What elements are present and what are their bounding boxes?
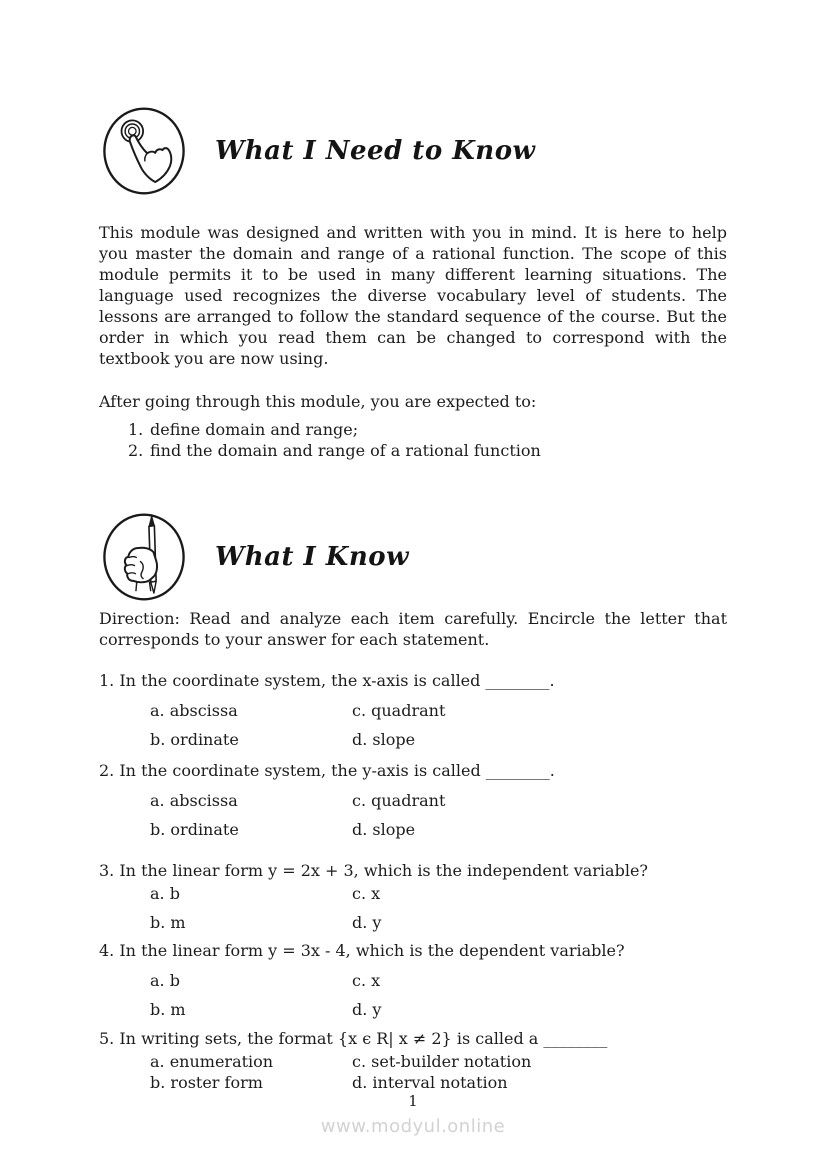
watermark-text: www.modyul.online [320,1116,506,1137]
question-text: 4. In the linear form y = 3x - 4, which is the dependent variable? [99,941,625,960]
option-c: c. quadrant [352,791,446,810]
option-a: a. b [150,884,180,903]
section-title: What I Know [215,542,409,572]
option-d: d. slope [352,730,416,749]
question-text: 5. In writing sets, the format {x ϵ R| x ≠ 2} is called a ________ [99,1029,608,1048]
option-d: d. y [352,913,382,932]
objective-text: define domain and range; [150,420,359,439]
objective-item [99,419,727,440]
section-header-what-i-need-to-know [99,105,727,197]
objective-number: 2. [128,441,144,460]
objectives-list [99,419,727,461]
option-row [99,819,727,840]
option-b: b. m [150,913,186,932]
module-intro-paragraph: This module was designed and written with you in mind. It is here to help you master the domain and range of a rational function. The scope of this module permits it to be used in many different learning situations. The language used recognizes the diverse vocabulary level of students. The lessons are arranged to follow the standard sequence of the course. But the order in which you read them can be changed to correspond with the textbook you are now using. [99,223,727,368]
objectives-intro: After going through this module, you are expected to: [99,392,537,411]
option-c: c. quadrant [352,701,446,720]
objective-number: 1. [128,420,144,439]
objective-text: find the domain and range of a rational function [150,441,541,460]
page-content [0,105,826,1093]
question-3 [99,860,727,933]
option-b: b. ordinate [150,730,239,749]
section-title: What I Need to Know [215,136,536,166]
option-b: b. roster form [150,1073,263,1092]
options [99,700,727,750]
option-c: c. x [352,971,381,990]
option-d: d. y [352,1000,382,1019]
question-2 [99,760,727,840]
touch-press-icon [99,105,189,197]
option-row [99,1051,727,1072]
option-c: c. set-builder notation [352,1052,532,1071]
option-b: b. m [150,1000,186,1019]
option-b: b. ordinate [150,820,239,839]
options [99,1051,727,1093]
option-a: a. abscissa [150,791,238,810]
option-d: d. interval notation [352,1073,508,1092]
option-d: d. slope [352,820,416,839]
question-text: 1. In the coordinate system, the x-axis is called ________. [99,671,555,690]
option-row [99,790,727,811]
hand-holding-pen-icon [99,511,189,603]
objective-item [99,440,727,461]
question-text: 2. In the coordinate system, the y-axis is called ________. [99,761,555,780]
option-row [99,912,727,933]
question-5 [99,1028,727,1093]
option-a: a. enumeration [150,1052,274,1071]
direction-text: Direction: Read and analyze each item carefully. Encircle the letter that corresponds to your answer for each statement. [99,609,727,649]
page-number: 1 [408,1092,418,1110]
option-row [99,883,727,904]
option-row [99,729,727,750]
question-1 [99,670,727,750]
option-row [99,999,727,1020]
option-row [99,700,727,721]
options [99,883,727,933]
question-4 [99,940,727,1020]
options [99,970,727,1020]
question-text: 3. In the linear form y = 2x + 3, which is the independent variable? [99,861,648,880]
option-row [99,1072,727,1093]
option-a: a. b [150,971,180,990]
options [99,790,727,840]
option-c: c. x [352,884,381,903]
section-header-what-i-know [99,511,727,603]
option-row [99,970,727,991]
option-a: a. abscissa [150,701,238,720]
